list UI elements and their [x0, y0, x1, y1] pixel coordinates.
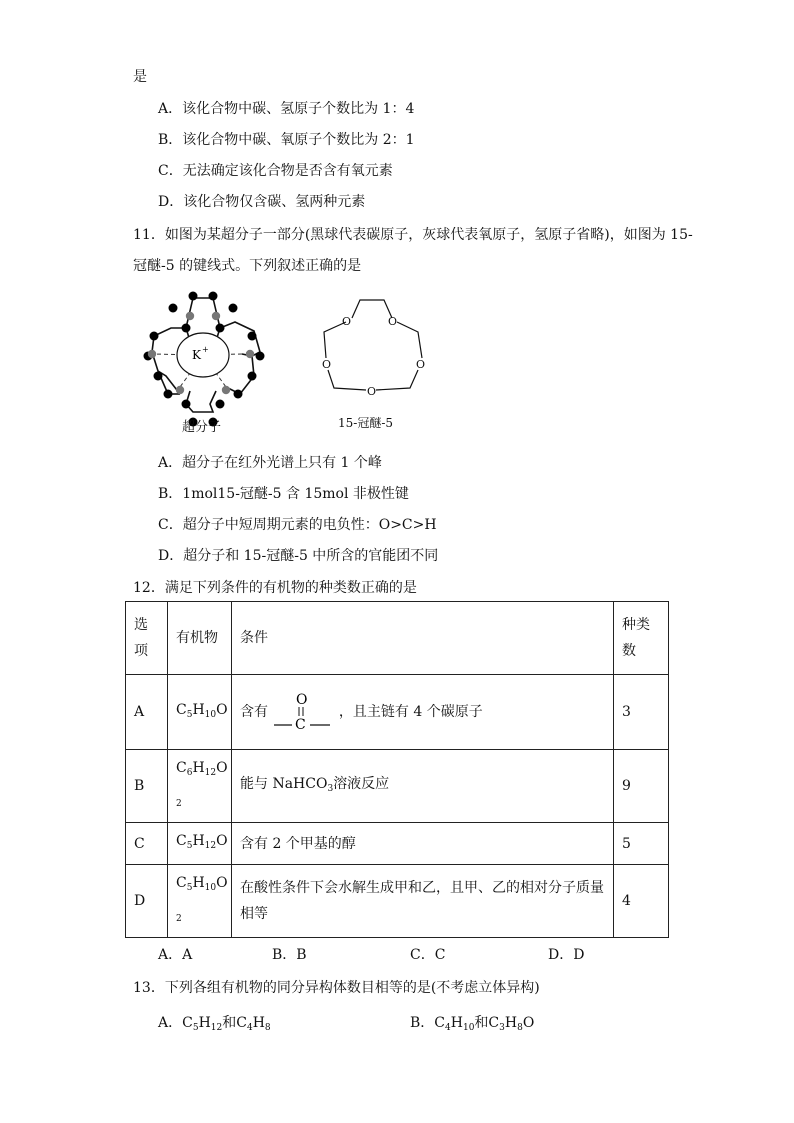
q12-choice-a: A．A [158, 947, 193, 963]
table-row [126, 675, 669, 750]
q11-option-a: A．超分子在红外光谱上只有 1 个峰 [158, 455, 382, 471]
q11-stem-line1: 11．如图为某超分子一部分(黑球代表碳原子，灰球代表氧原子，氢原子省略)，如图为 15- [133, 227, 693, 243]
q13-option-a: A．$C_5H_{12}$和$C_4H_8$ [158, 1015, 271, 1033]
q12-choice-c: C．C [410, 947, 446, 963]
crown-ether-figure [312, 290, 432, 410]
q10-option-a: A．该化合物中碳、氢原子个数比为 1：4 [158, 101, 415, 117]
potassium-label: K [192, 348, 201, 362]
row-d-formula: $C_5H_{10}O$ $_2$ [168, 865, 232, 938]
crown-oxygen-4: O [367, 385, 377, 398]
table-header-row [126, 602, 669, 675]
crown-oxygen-2: O [388, 315, 398, 328]
row-c-count: 5 [614, 823, 669, 865]
row-c-condition: 含有 2 个甲基的醇 [232, 823, 614, 865]
q10-option-c: C．无法确定该化合物是否含有氧元素 [158, 163, 393, 179]
svg-text:O: O [296, 692, 308, 708]
crown-oxygen-5: O [322, 358, 332, 371]
table-row [126, 823, 669, 865]
q12-stem: 12．满足下列条件的有机物的种类数正确的是 [133, 580, 417, 596]
header-condition: 条件 [232, 602, 614, 675]
row-d-condition: 在酸性条件下会水解生成甲和乙，且甲、乙的相对分子质量 相等 [232, 865, 614, 938]
q10-option-d: D．该化合物仅含碳、氢两种元素 [158, 194, 366, 210]
q13-stem: 13．下列各组有机物的同分异构体数目相等的是(不考虑立体异构) [133, 980, 540, 996]
row-a-formula: $C_5H_{10}O$ [168, 675, 232, 750]
header-count: 种类 数 [614, 602, 669, 675]
q12-choice-b: B．B [272, 947, 307, 963]
q11-stem-line2: 冠醚-5 的键线式。下列叙述正确的是 [133, 258, 362, 274]
q12-choices [0, 944, 794, 964]
crown-ether-bonds [324, 300, 422, 390]
header-compound: 有机物 [168, 602, 232, 675]
row-a-condition: 含有 O C ，且主链有 4 个碳原子 [232, 675, 614, 750]
svg-text:C: C [295, 717, 307, 732]
q10-option-b: B．该化合物中碳、氧原子个数比为 2：1 [158, 132, 415, 148]
q11-option-d: D．超分子和 15-冠醚-5 中所含的官能团不同 [158, 548, 439, 564]
carbonyl-group-icon [272, 692, 334, 732]
table-row [126, 865, 669, 938]
row-d-option: D [126, 865, 168, 938]
row-b-condition: 能与 NaHCO$_3$溶液反应 [232, 750, 614, 823]
q10-stem-tail: 是 [133, 69, 147, 85]
row-c-option: C [126, 823, 168, 865]
q13-option-b: B．$C_4H_{10}$和$C_3H_8O$ [410, 1015, 535, 1033]
table-row [126, 750, 669, 823]
q12-table [125, 601, 669, 938]
potassium-charge: + [202, 345, 209, 354]
row-a-count: 3 [614, 675, 669, 750]
q11-option-c: C．超分子中短周期元素的电负性：O>C>H [158, 517, 437, 533]
q11-option-b: B．1mol15-冠醚-5 含 15mol 非极性键 [158, 486, 409, 502]
crown-ether-caption: 15-冠醚-5 [338, 416, 394, 430]
row-b-count: 9 [614, 750, 669, 823]
header-option: 选 项 [126, 602, 168, 675]
potassium-ion-circle [177, 333, 229, 377]
row-d-count: 4 [614, 865, 669, 938]
crown-oxygen-1: O [342, 315, 352, 328]
crown-oxygen-3: O [416, 358, 426, 371]
row-b-formula: $C_6H_{12}O$ $_2$ [168, 750, 232, 823]
row-c-formula: $C_5H_{12}O$ [168, 823, 232, 865]
supramolecule-caption: 超分子 [182, 420, 222, 435]
row-b-option: B [126, 750, 168, 823]
row-a-option: A [126, 675, 168, 750]
q12-choice-d: D．D [548, 947, 585, 963]
